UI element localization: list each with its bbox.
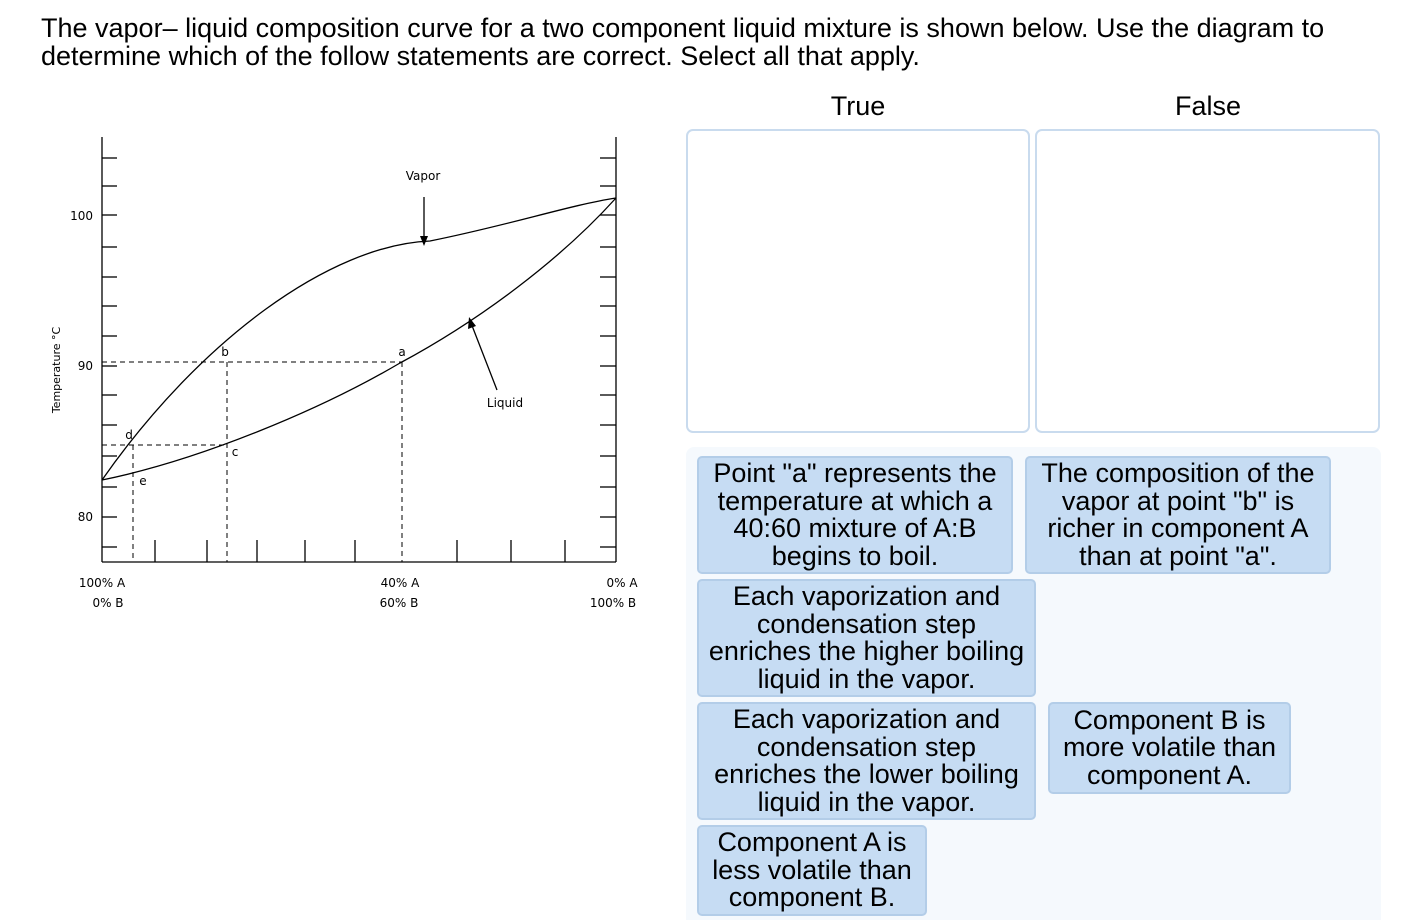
point-a-label: a (398, 345, 406, 359)
x-label-mid-top: 40% A (380, 576, 420, 590)
x-label-mid-bottom: 60% B (379, 596, 419, 610)
point-e-label: e (139, 474, 147, 488)
y-tick-80: 80 (77, 510, 93, 524)
statement-card-point-a-boil[interactable]: Point "a" represents the temperature at which a 40:60 mixture of A:B begins to boil. (697, 456, 1013, 574)
point-d-label: d (125, 428, 133, 442)
x-label-right-top: 0% A (606, 576, 638, 590)
true-drop-zone[interactable] (686, 129, 1030, 433)
liquid-curve (102, 198, 616, 480)
x-label-left-bottom: 0% B (92, 596, 124, 610)
true-column-title: True (830, 91, 886, 121)
vapor-liquid-diagram (0, 120, 660, 620)
false-drop-zone[interactable] (1035, 129, 1380, 433)
point-c-label: c (231, 445, 239, 459)
y-tick-90: 90 (77, 359, 93, 373)
x-label-right-bottom: 100% B (589, 596, 637, 610)
y-tick-100: 100 (70, 209, 93, 223)
point-b-label: b (221, 345, 229, 359)
liquid-label: Liquid (486, 396, 524, 410)
question-prompt: The vapor– liquid composition curve for a two component liquid mixture is shown below. Use the diagram to determine which of the follow statements are correct. Select all that apply. (41, 13, 1325, 71)
x-label-left-top: 100% A (78, 576, 126, 590)
liquid-arrow (471, 323, 497, 390)
false-column-title: False (1174, 91, 1242, 121)
statement-card-a-less-volatile[interactable]: Component A is less volatile than component B. (697, 825, 927, 916)
vapor-curve (102, 198, 616, 480)
statement-card-vapor-composition[interactable]: The composition of the vapor at point "b" is richer in component A than at point "a". (1025, 456, 1331, 574)
y-axis-label: Temperature °C (50, 326, 63, 414)
statement-card-b-more-volatile[interactable]: Component B is more volatile than component A. (1048, 702, 1291, 794)
vapor-label: Vapor (405, 169, 441, 183)
statement-card-lower-boiling[interactable]: Each vaporization and condensation step enriches the lower boiling liquid in the vapor. (697, 702, 1036, 820)
statement-card-higher-boiling[interactable]: Each vaporization and condensation step enriches the higher boiling liquid in the vapor. (697, 579, 1036, 697)
